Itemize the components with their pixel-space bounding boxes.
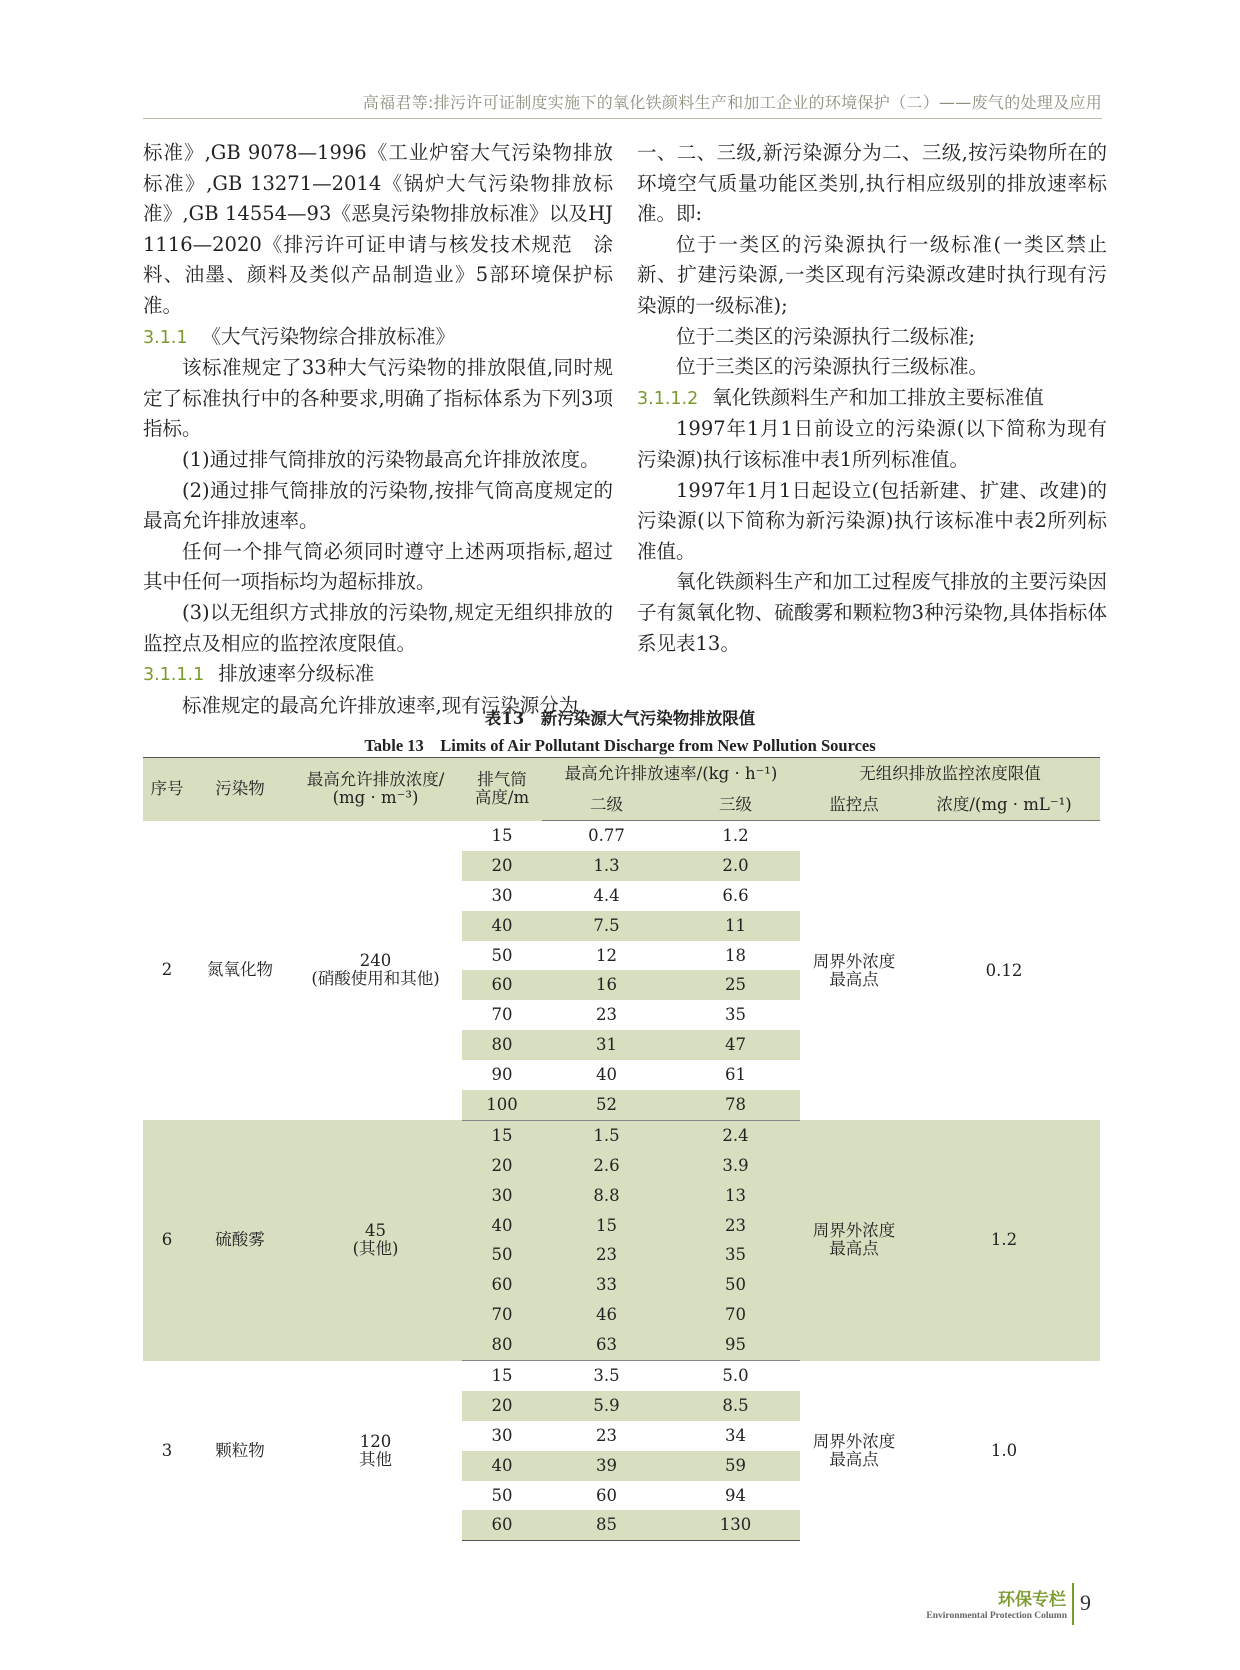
cell-stack-height: 50	[462, 941, 542, 971]
cell-rate-grade2: 40	[542, 1060, 671, 1090]
cell-rate-grade2: 60	[542, 1481, 671, 1511]
header-fugitive-concentration: 浓度/(mg · mL⁻¹)	[908, 789, 1100, 821]
cell-rate-grade2: 85	[542, 1510, 671, 1540]
cell-stack-height: 100	[462, 1090, 542, 1120]
section-number: 3.1.1.1	[143, 665, 205, 686]
cell-max-concentration-line2: 其他	[359, 1449, 392, 1469]
cell-rate-grade3: 11	[671, 911, 800, 941]
cell-rate-grade3: 5.0	[671, 1361, 800, 1391]
cell-monitor-point-line2: 最高点	[829, 969, 879, 989]
cell-rate-grade2: 0.77	[542, 821, 671, 851]
body-paragraph: 1997年1月1日前设立的污染源(以下简称为现有污染源)执行该标准中表1所列标准值。	[637, 417, 1107, 471]
cell-rate-grade3: 47	[671, 1030, 800, 1060]
section-title: 氧化铁颜料生产和加工排放主要标准值	[712, 385, 1044, 409]
cell-rate-grade2: 31	[542, 1030, 671, 1060]
cell-monitor-point-line1: 周界外浓度	[812, 1221, 896, 1241]
header-max-concentration-line2: (mg · m⁻³)	[332, 788, 419, 808]
cell-monitor-point	[800, 1361, 908, 1541]
cell-stack-height: 30	[462, 1421, 542, 1451]
cell-pollutant: 颗粒物	[191, 1361, 289, 1541]
cell-stack-height: 60	[462, 1510, 542, 1540]
cell-rate-grade2: 23	[542, 1240, 671, 1270]
cell-rate-grade3: 1.2	[671, 821, 800, 851]
footer-column-name: 环保专栏	[998, 1590, 1066, 1610]
emission-limits-table	[143, 757, 1100, 1541]
cell-rate-grade3: 2.4	[671, 1120, 800, 1150]
cell-rate-grade2: 8.8	[542, 1181, 671, 1211]
cell-rate-grade3: 34	[671, 1421, 800, 1451]
cell-stack-height: 30	[462, 881, 542, 911]
right-text-column	[637, 138, 1107, 659]
header-pollutant: 污染物	[191, 758, 289, 821]
cell-stack-height: 40	[462, 1211, 542, 1241]
section-heading	[143, 659, 613, 691]
cell-rate-grade3: 95	[671, 1330, 800, 1360]
table-caption-chinese: 表13 新污染源大气污染物排放限值	[484, 709, 756, 728]
section-title: 《大气污染物综合排放标准》	[201, 324, 456, 348]
cell-rate-grade3: 59	[671, 1451, 800, 1481]
footer-column-name-english: Environmental Protection Column	[926, 1611, 1067, 1621]
section-number: 3.1.1	[143, 327, 188, 348]
header-stack-height-line2: 高度/m	[474, 788, 530, 808]
table-row	[143, 821, 1100, 851]
cell-rate-grade2: 16	[542, 970, 671, 1000]
table-row	[143, 1361, 1100, 1391]
table-caption-english: Table 13 Limits of Air Pollutant Discharge from New Pollution Sources	[364, 736, 876, 755]
page-number: 9	[1080, 1590, 1091, 1615]
cell-max-concentration-line1: 120	[359, 1431, 392, 1451]
cell-rate-grade2: 7.5	[542, 911, 671, 941]
section-title: 排放速率分级标准	[218, 662, 375, 686]
cell-rate-grade3: 8.5	[671, 1391, 800, 1421]
cell-stack-height: 50	[462, 1240, 542, 1270]
cell-rate-grade2: 12	[542, 941, 671, 971]
cell-rate-grade2: 52	[542, 1090, 671, 1120]
header-stack-height	[462, 758, 542, 821]
cell-seq: 2	[143, 821, 191, 1121]
cell-rate-grade3: 23	[671, 1211, 800, 1241]
footer-divider	[1072, 1583, 1074, 1625]
body-paragraph: 位于三类区的污染源执行三级标准。	[676, 355, 989, 379]
cell-stack-height: 20	[462, 1151, 542, 1181]
body-paragraph: (3)以无组织方式排放的污染物,规定无组织排放的监控点及相应的监控浓度限值。	[143, 600, 613, 655]
cell-stack-height: 90	[462, 1060, 542, 1090]
cell-rate-grade2: 15	[542, 1211, 671, 1241]
cell-stack-height: 40	[462, 1451, 542, 1481]
body-paragraph: (1)通过排气筒排放的污染物最高允许排放浓度。	[182, 447, 600, 471]
cell-fugitive-concentration: 1.2	[908, 1120, 1100, 1360]
cell-max-concentration-line1: 45	[365, 1221, 386, 1241]
cell-stack-height: 70	[462, 1000, 542, 1030]
cell-pollutant: 硫酸雾	[191, 1120, 289, 1360]
cell-rate-grade2: 3.5	[542, 1361, 671, 1391]
cell-rate-grade3: 25	[671, 970, 800, 1000]
cell-rate-grade3: 35	[671, 1000, 800, 1030]
cell-rate-grade2: 33	[542, 1270, 671, 1300]
running-header-title: 高福君等:排污许可证制度实施下的氧化铁颜料生产和加工企业的环境保护（二）——废气的处理及应用	[362, 93, 1102, 112]
cell-max-concentration	[289, 821, 462, 1121]
header-rate-grade3: 三级	[671, 789, 800, 821]
cell-seq: 6	[143, 1120, 191, 1360]
section-heading	[143, 322, 613, 354]
cell-rate-grade2: 1.3	[542, 851, 671, 881]
body-paragraph: 一、二、三级,新污染源分为二、三级,按污染物所在的环境空气质量功能区类别,执行相应级别的排放速率标准。即:	[637, 141, 1107, 226]
body-paragraph: 1997年1月1日起设立(包括新建、扩建、改建)的污染源(以下简称为新污染源)执行该标准中表2所列标准值。	[637, 478, 1107, 563]
cell-rate-grade3: 78	[671, 1090, 800, 1120]
header-monitor-point: 监控点	[800, 789, 908, 821]
body-paragraph: (2)通过排气筒排放的污染物,按排气筒高度规定的最高允许排放速率。	[143, 478, 613, 533]
cell-stack-height: 15	[462, 1361, 542, 1391]
cell-rate-grade3: 2.0	[671, 851, 800, 881]
cell-rate-grade2: 1.5	[542, 1120, 671, 1150]
cell-monitor-point-line1: 周界外浓度	[812, 951, 896, 971]
cell-monitor-point	[800, 821, 908, 1121]
body-paragraph: 该标准规定了33种大气污染物的排放限值,同时规定了标准执行中的各种要求,明确了指标体系为下列3项指标。	[143, 356, 613, 441]
cell-rate-grade3: 94	[671, 1481, 800, 1511]
cell-fugitive-concentration: 0.12	[908, 821, 1100, 1121]
header-max-rate: 最高允许排放速率/(kg · h⁻¹)	[542, 758, 800, 790]
cell-stack-height: 60	[462, 970, 542, 1000]
cell-rate-grade2: 23	[542, 1000, 671, 1030]
cell-stack-height: 70	[462, 1300, 542, 1330]
section-number: 3.1.1.2	[637, 388, 699, 409]
cell-rate-grade2: 5.9	[542, 1391, 671, 1421]
cell-monitor-point-line2: 最高点	[829, 1239, 879, 1259]
cell-max-concentration	[289, 1120, 462, 1360]
cell-stack-height: 60	[462, 1270, 542, 1300]
header-max-concentration	[289, 758, 462, 821]
left-text-column	[143, 138, 613, 721]
cell-rate-grade2: 39	[542, 1451, 671, 1481]
cell-stack-height: 15	[462, 1120, 542, 1150]
cell-stack-height: 20	[462, 851, 542, 881]
table-body	[143, 821, 1100, 1541]
body-paragraph: 标准规定的最高允许排放速率,现有污染源分为	[182, 693, 579, 717]
header-max-concentration-line1: 最高允许排放浓度/	[306, 770, 445, 790]
body-paragraph: 位于二类区的污染源执行二级标准;	[676, 324, 976, 348]
header-seq: 序号	[143, 758, 191, 821]
header-fugitive-limit: 无组织排放监控浓度限值	[800, 758, 1100, 790]
cell-rate-grade2: 63	[542, 1330, 671, 1360]
cell-rate-grade3: 6.6	[671, 881, 800, 911]
header-divider	[143, 118, 1102, 119]
body-paragraph: 位于一类区的污染源执行一级标准(一类区禁止新、扩建污染源,一类区现有污染源改建时执行现有污染源的一级标准);	[637, 232, 1107, 317]
header-rate-grade2: 二级	[542, 789, 671, 821]
cell-rate-grade3: 50	[671, 1270, 800, 1300]
cell-max-concentration-line1: 240	[359, 951, 392, 971]
cell-monitor-point	[800, 1120, 908, 1360]
table-row	[143, 1120, 1100, 1150]
cell-rate-grade3: 13	[671, 1181, 800, 1211]
cell-rate-grade2: 23	[542, 1421, 671, 1451]
body-paragraph: 氧化铁颜料生产和加工过程废气排放的主要污染因子有氮氧化物、硫酸雾和颗粒物3种污染物,具体指标体系见表13。	[637, 570, 1107, 655]
cell-stack-height: 40	[462, 911, 542, 941]
cell-seq: 3	[143, 1361, 191, 1541]
cell-max-concentration	[289, 1361, 462, 1541]
cell-stack-height: 80	[462, 1330, 542, 1360]
body-paragraph: 任何一个排气筒必须同时遵守上述两项指标,超过其中任何一项指标均为超标排放。	[143, 539, 613, 594]
cell-monitor-point-line2: 最高点	[829, 1449, 879, 1469]
cell-rate-grade3: 61	[671, 1060, 800, 1090]
cell-rate-grade3: 3.9	[671, 1151, 800, 1181]
body-paragraph: 标准》,GB 9078—1996《工业炉窑大气污染物排放标准》,GB 13271—2014《锅炉大气污染物排放标准》,GB 14554—93《恶臭污染物排放标准》以及HJ 1116—2020《排污许可证申请与核发技术规范 涂料、油墨、颜料及类似产品制造业》5部环境保护标准。	[143, 141, 613, 317]
cell-stack-height: 20	[462, 1391, 542, 1421]
cell-rate-grade3: 130	[671, 1510, 800, 1540]
cell-rate-grade3: 70	[671, 1300, 800, 1330]
cell-stack-height: 50	[462, 1481, 542, 1511]
cell-max-concentration-line2: (硝酸使用和其他)	[311, 969, 440, 989]
cell-fugitive-concentration: 1.0	[908, 1361, 1100, 1541]
cell-max-concentration-line2: (其他)	[352, 1239, 399, 1259]
cell-pollutant: 氮氧化物	[191, 821, 289, 1121]
cell-stack-height: 80	[462, 1030, 542, 1060]
section-heading	[637, 383, 1107, 415]
cell-rate-grade3: 18	[671, 941, 800, 971]
cell-rate-grade3: 35	[671, 1240, 800, 1270]
cell-rate-grade2: 2.6	[542, 1151, 671, 1181]
cell-stack-height: 15	[462, 821, 542, 851]
cell-rate-grade2: 4.4	[542, 881, 671, 911]
cell-stack-height: 30	[462, 1181, 542, 1211]
cell-monitor-point-line1: 周界外浓度	[812, 1431, 896, 1451]
table-header	[143, 758, 1100, 821]
header-stack-height-line1: 排气筒	[477, 770, 527, 790]
cell-rate-grade2: 46	[542, 1300, 671, 1330]
